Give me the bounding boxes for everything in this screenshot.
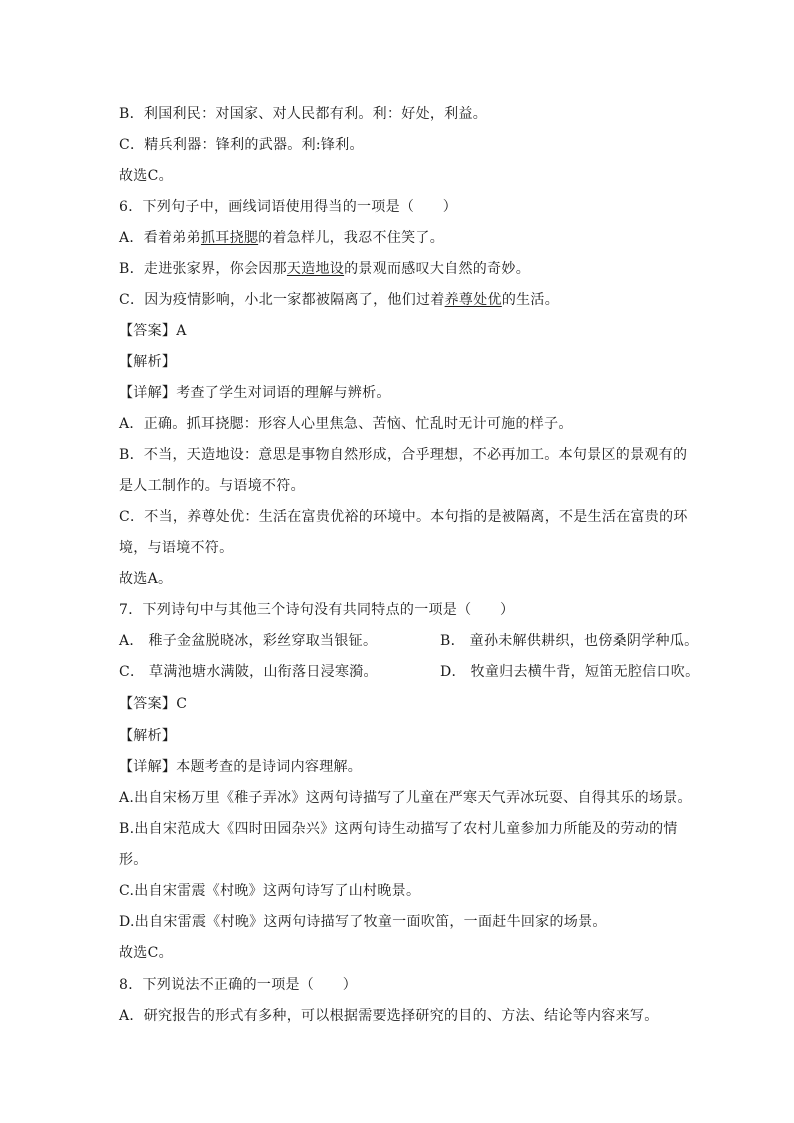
text-line: A．正确。抓耳挠腮：形容人心里焦急、苦恼、忙乱时无计可施的样子。 xyxy=(119,416,573,432)
option-text: B．走进张家界，你会因那 xyxy=(119,261,287,277)
text-line: 是人工制作的。与语境不符。 xyxy=(119,478,305,494)
detail-line: 【详解】考查了学生对词语的理解与辨析。 xyxy=(119,385,391,401)
question-7-stem: 7．下列诗句中与其他三个诗句没有共同特点的一项是（ ） xyxy=(119,602,515,618)
option-c: C． 草满池塘水满陂，山衔落日浸寒漪。 xyxy=(119,664,378,680)
text-line: B．不当，天造地设：意思是事物自然形成，合乎理想，不必再加工。本句景区的景观有的 xyxy=(119,447,688,463)
underlined-word: 天造地设 xyxy=(286,261,345,277)
option-d: D． 牧童归去横牛背，短笛无腔信口吹。 xyxy=(440,664,700,680)
text-line: 故选C。 xyxy=(119,168,173,184)
underlined-word: 养尊处优 xyxy=(444,292,502,308)
analysis-label: 【解析】 xyxy=(119,728,177,744)
text-line: 故选C。 xyxy=(119,945,173,961)
text-line: D.出自宋雷震《村晚》这两句诗描写了牧童一面吹笛，一面赶牛回家的场景。 xyxy=(119,914,607,930)
text-line: B.出自宋范成大《四时田园杂兴》这两句诗生动描写了农村儿童参加力所能及的劳动的情 xyxy=(119,821,678,837)
option-text: C．因为疫情影响，小北一家都被隔离了，他们过着 xyxy=(119,292,445,308)
text-line: C．不当，养尊处优：生活在富贵优裕的环境中。本句指的是被隔离，不是生活在富贵的环 xyxy=(119,509,688,525)
question-8-stem: 8．下列说法不正确的一项是（ ） xyxy=(119,977,358,993)
option-text: 的景观而感叹大自然的奇妙。 xyxy=(344,261,530,277)
detail-line: 【详解】本题考查的是诗词内容理解。 xyxy=(119,759,363,775)
option-a xyxy=(119,229,444,247)
option-text: 的生活。 xyxy=(501,292,560,308)
text-line: A.出自宋杨万里《稚子弄冰》这两句诗描写了儿童在严寒天气弄冰玩耍、自得其乐的场景。 xyxy=(119,790,692,806)
analysis-label: 【解析】 xyxy=(119,354,177,370)
text-line: 形。 xyxy=(119,852,148,868)
text-line: 境，与语境不符。 xyxy=(119,540,234,556)
option-b: B． 童孙未解供耕织，也傍桑阴学种瓜。 xyxy=(440,633,699,649)
text-line: B．利国利民：对国家、对人民都有利。利：好处，利益。 xyxy=(119,106,488,122)
answer-label: 【答案】C xyxy=(119,696,188,712)
option-text: 的着急样儿，我忍不住笑了。 xyxy=(258,230,445,246)
text-line: C.出自宋雷震《村晚》这两句诗写了山村晚景。 xyxy=(119,883,421,899)
question-6-stem: 6．下列句子中，画线词语使用得当的一项是（ ） xyxy=(119,199,458,215)
underlined-word: 抓耳挠腮 xyxy=(200,230,259,246)
answer-label: 【答案】A xyxy=(119,323,187,339)
option-b xyxy=(119,260,530,278)
option-text: A．看着弟弟 xyxy=(119,230,201,246)
option-a: A．研究报告的形式有多种，可以根据需要选择研究的目的、方法、结论等内容来写。 xyxy=(119,1008,659,1024)
option-c xyxy=(119,291,559,309)
text-line: C．精兵利器：锋利的武器。利:锋利。 xyxy=(119,137,364,153)
text-line: 故选A。 xyxy=(119,571,173,587)
option-a: A． 稚子金盆脱晓冰，彩丝穿取当银钲。 xyxy=(119,633,378,649)
